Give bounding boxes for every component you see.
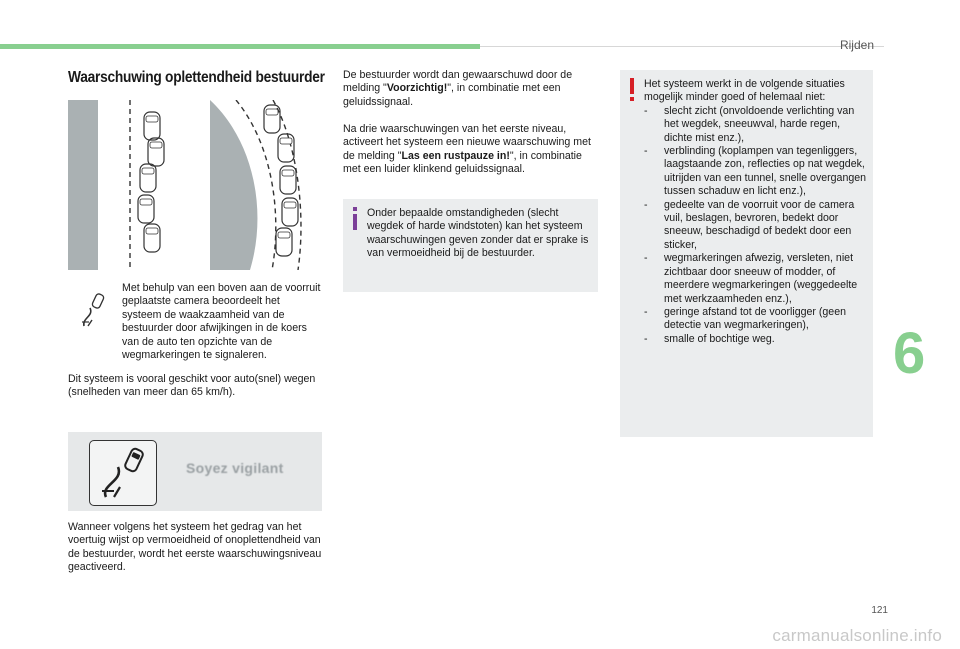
p2-bold: Las een rustpauze in! <box>401 149 510 162</box>
suitability-text: Dit systeem is vooral geschikt voor auto(snel) wegen (snelheden van meer dan 65 km/h). <box>68 373 316 399</box>
header-rule <box>480 46 884 47</box>
dashboard-message: Soyez vigilant <box>186 460 284 476</box>
info-text: Onder bepaalde omstandigheden (slecht wegdek of harde windstoten) kan het systeem waarschuwingen geven zonder dat er sprake is van vermoeidheid bij de bestuurder. <box>367 207 589 260</box>
p2-before: Na drie waarschuwingen van het eerste niveau, activeert het systeem een nieuwe waarschuwing met de melding " <box>343 123 591 162</box>
section-title: Waarschuwing oplettendheid bestuurder <box>68 69 325 86</box>
rest-pause-paragraph <box>343 123 598 177</box>
warning-message-paragraph <box>343 69 598 109</box>
warning-intro: Het systeem werkt in de volgende situaties mogelijk minder goed of helemaal niet: <box>644 78 845 104</box>
p2-after: ", in combinatie met een luider klinkend geluidssignaal. <box>343 149 582 176</box>
list-item: - wegmarkeringen afwezig, versleten, niet zichtbaar door sneeuw of modder, of meerdere wegmarkeringen (weggedeelte met werkzaamheden enz.), <box>644 252 858 305</box>
list-item: - gedeelte van de voorruit voor de camera vuil, beslagen, bevroren, bedekt door sneeuw, beschadigd of bedekt door een sticker, <box>644 198 855 251</box>
watermark: carmanualsonline.info <box>772 626 942 645</box>
chapter-tab <box>883 320 960 412</box>
lane-departure-icon <box>80 292 106 333</box>
road-drawing <box>68 100 322 270</box>
list-item: - slecht zicht (onvoldoende verlichting van het wegdek, sneeuwval, harde regen, dichte mist enz.), <box>644 104 855 144</box>
lane-departure-icon <box>90 441 156 505</box>
chapter-title: Rijden <box>839 38 874 52</box>
warning-note <box>620 70 873 437</box>
warning-content <box>644 78 870 346</box>
warning-icon <box>629 78 635 108</box>
page-number: 121 <box>871 605 888 616</box>
list-item: - verblinding (koplampen van tegenliggers, laagstaande zon, reflecties op nat wegdek, uitrijden van een tunnel, snelle overgangen tussen schaduw en licht enz.), <box>644 145 867 198</box>
list-item: - geringe afstand tot de voorligger (geen detectie van wegmarkeringen), <box>644 305 846 332</box>
header-accent-bar <box>0 44 480 49</box>
dashboard-illustration <box>68 432 322 511</box>
dashboard-warning-tile <box>89 440 157 506</box>
info-note <box>343 199 598 292</box>
list-item: - smalle of bochtige weg. <box>644 332 775 345</box>
info-icon <box>352 207 355 229</box>
p1-bold: Voorzichtig! <box>386 82 448 95</box>
icon-description-text: Met behulp van een boven aan de voorruit geplaatste camera beoordeelt het systeem de waakzaamheid van de bestuurder door afwijkingen in de koers van de auto ten opzichte van de wegmarkeringen te signaleren. <box>122 282 321 362</box>
p1-before: De bestuurder wordt dan gewaarschuwd door de melding " <box>343 69 573 95</box>
first-level-text: Wanneer volgens het systeem het gedrag van het voertuig wijst op vermoeidheid of onoplettendheid van de bestuurder, wordt het eerste waarschuwingsniveau geactiveerd. <box>68 521 322 574</box>
road-illustration <box>68 100 322 270</box>
p1-after: ", in combinatie met een geluidssignaal. <box>343 82 561 108</box>
warning-list <box>644 105 870 346</box>
chapter-number: 6 <box>893 321 926 386</box>
